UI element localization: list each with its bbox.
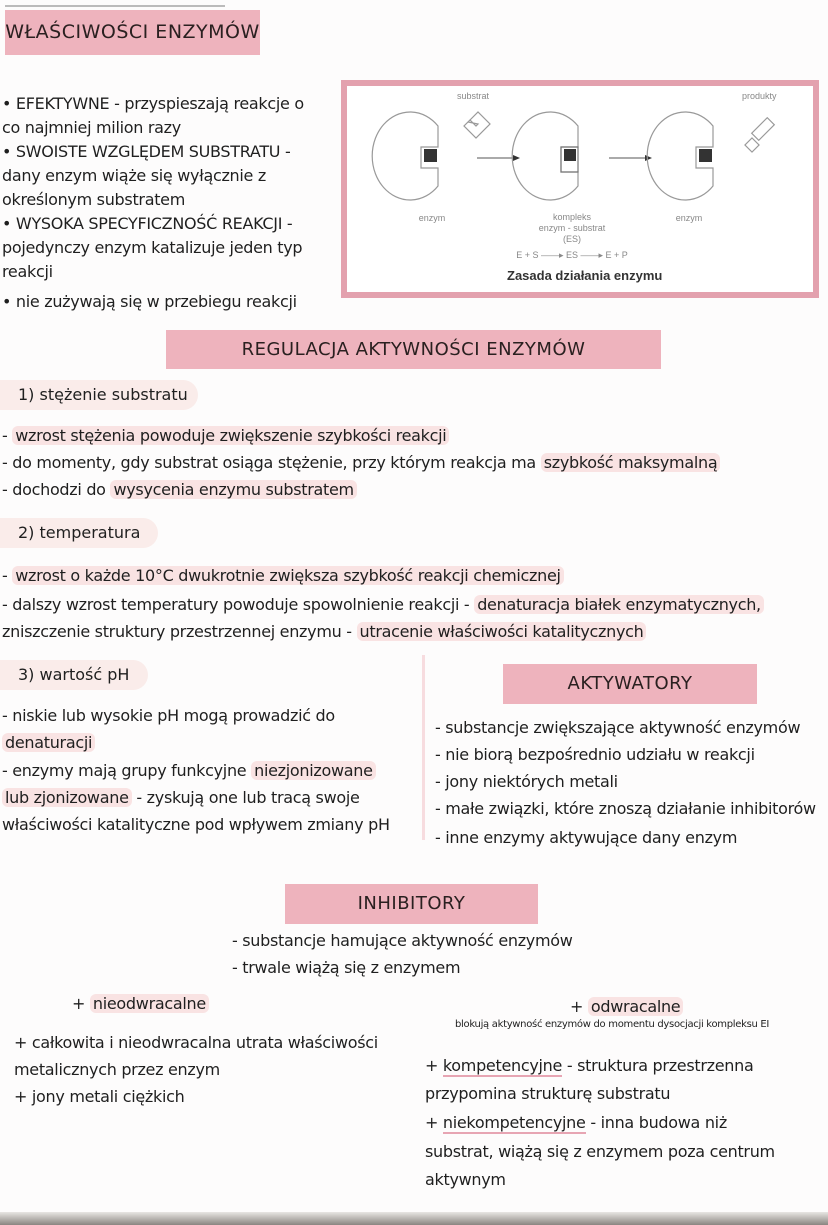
enzyme-label: enzym [675,213,703,223]
properties-line: pojedynczy enzym katalizuje jeden typ [2,238,303,257]
inhibitor-item: - substancje hamujące aktywność enzymów [232,931,573,950]
products-label: produkty [742,91,777,101]
activator-item: - inne enzymy aktywujące dany enzym [435,828,738,847]
enzyme-action-diagram [341,80,819,298]
subheading-temperature: 2) temperatura [0,518,158,548]
complex-label: enzym - substrat [538,223,606,233]
properties-line: określonym substratem [2,190,186,209]
section-title-activators: AKTYWATORY [503,664,757,704]
text-line: - dalszy wzrost temperatury powoduje spowolnienie reakcji - denaturacja białek enzymatycznych, [2,593,764,617]
complex-label: kompleks [552,212,591,222]
enzyme-diagram-illustration [347,86,813,292]
section-title-inhibitors: INHIBITORY [285,884,538,924]
subheading-substrate-concentration: 1) stężenie substratu [0,380,198,410]
properties-line: dany enzym wiąże się wyłącznie z [2,166,266,185]
text-line: denaturacji [2,731,95,755]
noncompetitive-item: aktywnym [425,1170,506,1189]
subheading-ph: 3) wartość pH [0,660,148,690]
column-divider [422,655,425,840]
top-rule [5,5,225,7]
text-line: właściwości katalityczne pod wpływem zmiany pH [2,815,390,834]
reversible-note: blokują aktywność enzymów do momentu dysocjacji kompleksu EI [455,1019,770,1030]
activator-item: - jony niektórych metali [435,772,618,791]
reaction-equation: E + S ——▸ ES ——▸ E + P [516,250,628,260]
reversible-heading: + odwracalne [570,995,683,1019]
competitive-item: + kompetencyjne - struktura przestrzenna [425,1056,754,1075]
page-bottom-edge [0,1212,828,1225]
properties-line: • SWOISTE WZGLĘDEM SUBSTRATU - [2,142,291,161]
properties-line: • EFEKTYWNE - przyspieszają reakcje o [2,94,304,113]
irreversible-item: + całkowita i nieodwracalna utrata właściwości [14,1033,378,1052]
activator-item: - nie biorą bezpośrednio udziału w reakcji [435,745,755,764]
competitive-item: przypomina strukturę substratu [425,1084,671,1103]
activator-item: - małe związki, które znoszą działanie inhibitorów [435,799,816,818]
properties-line: reakcji [2,262,53,281]
complex-label: (ES) [563,234,581,244]
properties-line: • nie zużywają się w przebiegu reakcji [2,292,297,311]
irreversible-heading: + nieodwracalne [72,992,209,1016]
substrate-label: substrat [457,91,490,101]
irreversible-item: metalicznych przez enzym [14,1060,220,1079]
diagram-caption: Zasada działania enzymu [507,268,663,283]
text-line: zniszczenie struktury przestrzennej enzymu - utracenie właściwości katalitycznych [2,620,646,644]
irreversible-item: + jony metali ciężkich [14,1087,185,1106]
noncompetitive-item: + niekompetencyjne - inna budowa niż [425,1113,727,1132]
text-line: - enzymy mają grupy funkcyjne niezjonizowane [2,759,376,783]
inhibitor-item: - trwale wiążą się z enzymem [232,958,461,977]
text-line: lub zjonizowane - zyskują one lub tracą swoje [2,786,360,810]
properties-line: co najmniej milion razy [2,118,181,137]
noncompetitive-item: substrat, wiążą się z enzymem poza centrum [425,1142,775,1161]
enzyme-label: enzym [418,213,446,223]
text-line: - do momenty, gdy substrat osiąga stężenie, przy którym reakcja ma szybkość maksymalną [2,451,720,475]
section-title-properties: WŁAŚCIWOŚCI ENZYMÓW [5,10,260,55]
text-line: - dochodzi do wysycenia enzymu substratem [2,478,357,502]
text-line: - wzrost stężenia powoduje zwiększenie szybkości reakcji [2,424,449,448]
activator-item: - substancje zwiększające aktywność enzymów [435,718,801,737]
properties-line: • WYSOKA SPECYFICZNOŚĆ REAKCJI - [2,214,293,233]
text-line: - wzrost o każde 10°C dwukrotnie zwiększa szybkość reakcji chemicznej [2,564,564,588]
text-line: - niskie lub wysokie pH mogą prowadzić do [2,706,335,725]
section-title-regulation: REGULACJA AKTYWNOŚCI ENZYMÓW [166,330,661,369]
